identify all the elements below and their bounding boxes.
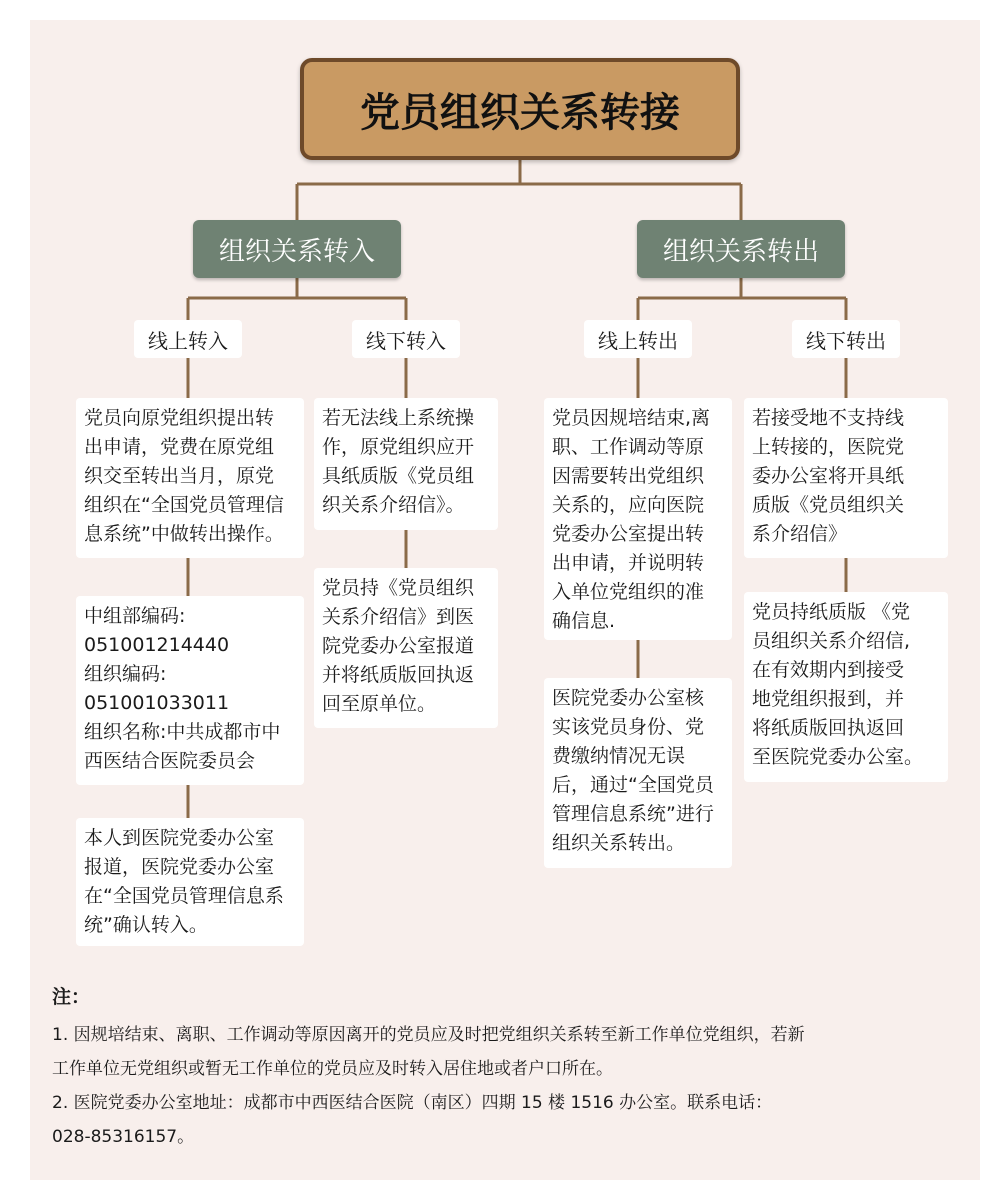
sub-online-out: 线上转出 — [584, 320, 692, 358]
step-offline-out-1 — [744, 398, 948, 558]
text-line: 组织关系转出。 — [552, 832, 686, 854]
step-offline-in-2 — [314, 568, 498, 728]
text-line: 本人到医院党委办公室 — [84, 827, 275, 849]
notes-section — [52, 980, 972, 1154]
text-line: 关系介绍信》到医 — [322, 606, 475, 628]
sub-offline-in: 线下转入 — [352, 320, 460, 358]
text-line: 出申请，并说明转 — [552, 552, 705, 574]
diagram-title: 党员组织关系转接 — [300, 58, 740, 160]
text-line: 管理信息系统”进行 — [552, 803, 714, 825]
text-line: 回至原单位。 — [322, 693, 437, 715]
note-line: 028-85316157。 — [52, 1127, 195, 1147]
text-line: 系介绍信》 — [752, 523, 848, 545]
category-transfer-in: 组织关系转入 — [193, 220, 401, 278]
text-line: 051001033011 — [84, 692, 230, 714]
text-line: 出申请，党费在原党组 — [84, 436, 275, 458]
sub-online-in: 线上转入 — [134, 320, 242, 358]
notes-heading: 注： — [52, 986, 91, 1008]
text-line: 西医结合医院委员会 — [84, 750, 256, 772]
text-line: 息系统”中做转出操作。 — [84, 523, 284, 545]
sub-offline-out: 线下转出 — [792, 320, 900, 358]
text-line: 职、工作调动等原 — [552, 436, 705, 458]
step-online-out-2 — [544, 678, 732, 868]
step-online-out-1 — [544, 398, 732, 640]
category-transfer-out: 组织关系转出 — [637, 220, 845, 278]
text-line: 关系的，应向医院 — [552, 494, 705, 516]
text-line: 组织编码: — [84, 663, 167, 685]
text-line: 委办公室将开具纸 — [752, 465, 905, 487]
text-line: 051001214440 — [84, 634, 230, 656]
text-line: 质版《党员组织关 — [752, 494, 905, 516]
note-line: 工作单位无党组织或暂无工作单位的党员应及时转入居住地或者户口所在。 — [52, 1059, 613, 1079]
text-line: 党员向原党组织提出转 — [84, 407, 275, 429]
text-line: 具纸质版《党员组 — [322, 465, 475, 487]
text-line: 组织名称:中共成都市中 — [84, 721, 281, 743]
text-line: 实该党员身份、党 — [552, 716, 705, 738]
text-line: 党员持纸质版 《党 — [752, 601, 911, 623]
text-line: 至医院党委办公室。 — [752, 746, 924, 768]
step-offline-in-1 — [314, 398, 498, 530]
text-line: 在“全国党员管理信息系 — [84, 885, 284, 907]
text-line: 作，原党组织应开 — [322, 436, 475, 458]
text-line: 入单位党组织的准 — [552, 581, 705, 603]
text-line: 将纸质版回执返回 — [752, 717, 905, 739]
text-line: 确信息. — [552, 610, 616, 632]
connector-out-split — [638, 278, 846, 320]
text-line: 地党组织报到，并 — [752, 688, 905, 710]
text-line: 员组织关系介绍信, — [752, 630, 911, 652]
step-online-in-2 — [76, 596, 304, 785]
connector-title-split — [297, 160, 741, 222]
step-online-in-1 — [76, 398, 304, 558]
step-online-in-3 — [76, 818, 304, 946]
text-line: 统”确认转入。 — [84, 914, 208, 936]
text-line: 并将纸质版回执返 — [322, 664, 475, 686]
note-line: 1. 因规培结束、离职、工作调动等原因离开的党员应及时把党组织关系转至新工作单位党组织，若新 — [52, 1025, 805, 1045]
text-line: 组织在“全国党员管理信 — [84, 494, 284, 516]
text-line: 费缴纳情况无误 — [552, 745, 686, 767]
text-line: 在有效期内到接受 — [752, 659, 905, 681]
text-line: 上转接的，医院党 — [752, 436, 905, 458]
text-line: 织关系介绍信》。 — [322, 494, 465, 516]
text-line: 后，通过“全国党员 — [552, 774, 714, 796]
text-line: 党委办公室提出转 — [552, 523, 705, 545]
connector-in-split — [188, 278, 406, 320]
note-line: 2. 医院党委办公室地址：成都市中西医结合医院（南区）四期 15 楼 1516 办公室。联系电话： — [52, 1093, 773, 1113]
text-line: 院党委办公室报道 — [322, 635, 475, 657]
text-line: 若无法线上系统操 — [322, 407, 475, 429]
text-line: 因需要转出党组织 — [552, 465, 705, 487]
text-line: 党员因规培结束,离 — [552, 407, 711, 429]
text-line: 中组部编码: — [84, 605, 186, 627]
text-line: 医院党委办公室核 — [552, 687, 705, 709]
step-offline-out-2 — [744, 592, 948, 782]
text-line: 报道，医院党委办公室 — [84, 856, 275, 878]
text-line: 若接受地不支持线 — [752, 407, 905, 429]
text-line: 织交至转出当月，原党 — [84, 465, 275, 487]
text-line: 党员持《党员组织 — [322, 577, 475, 599]
